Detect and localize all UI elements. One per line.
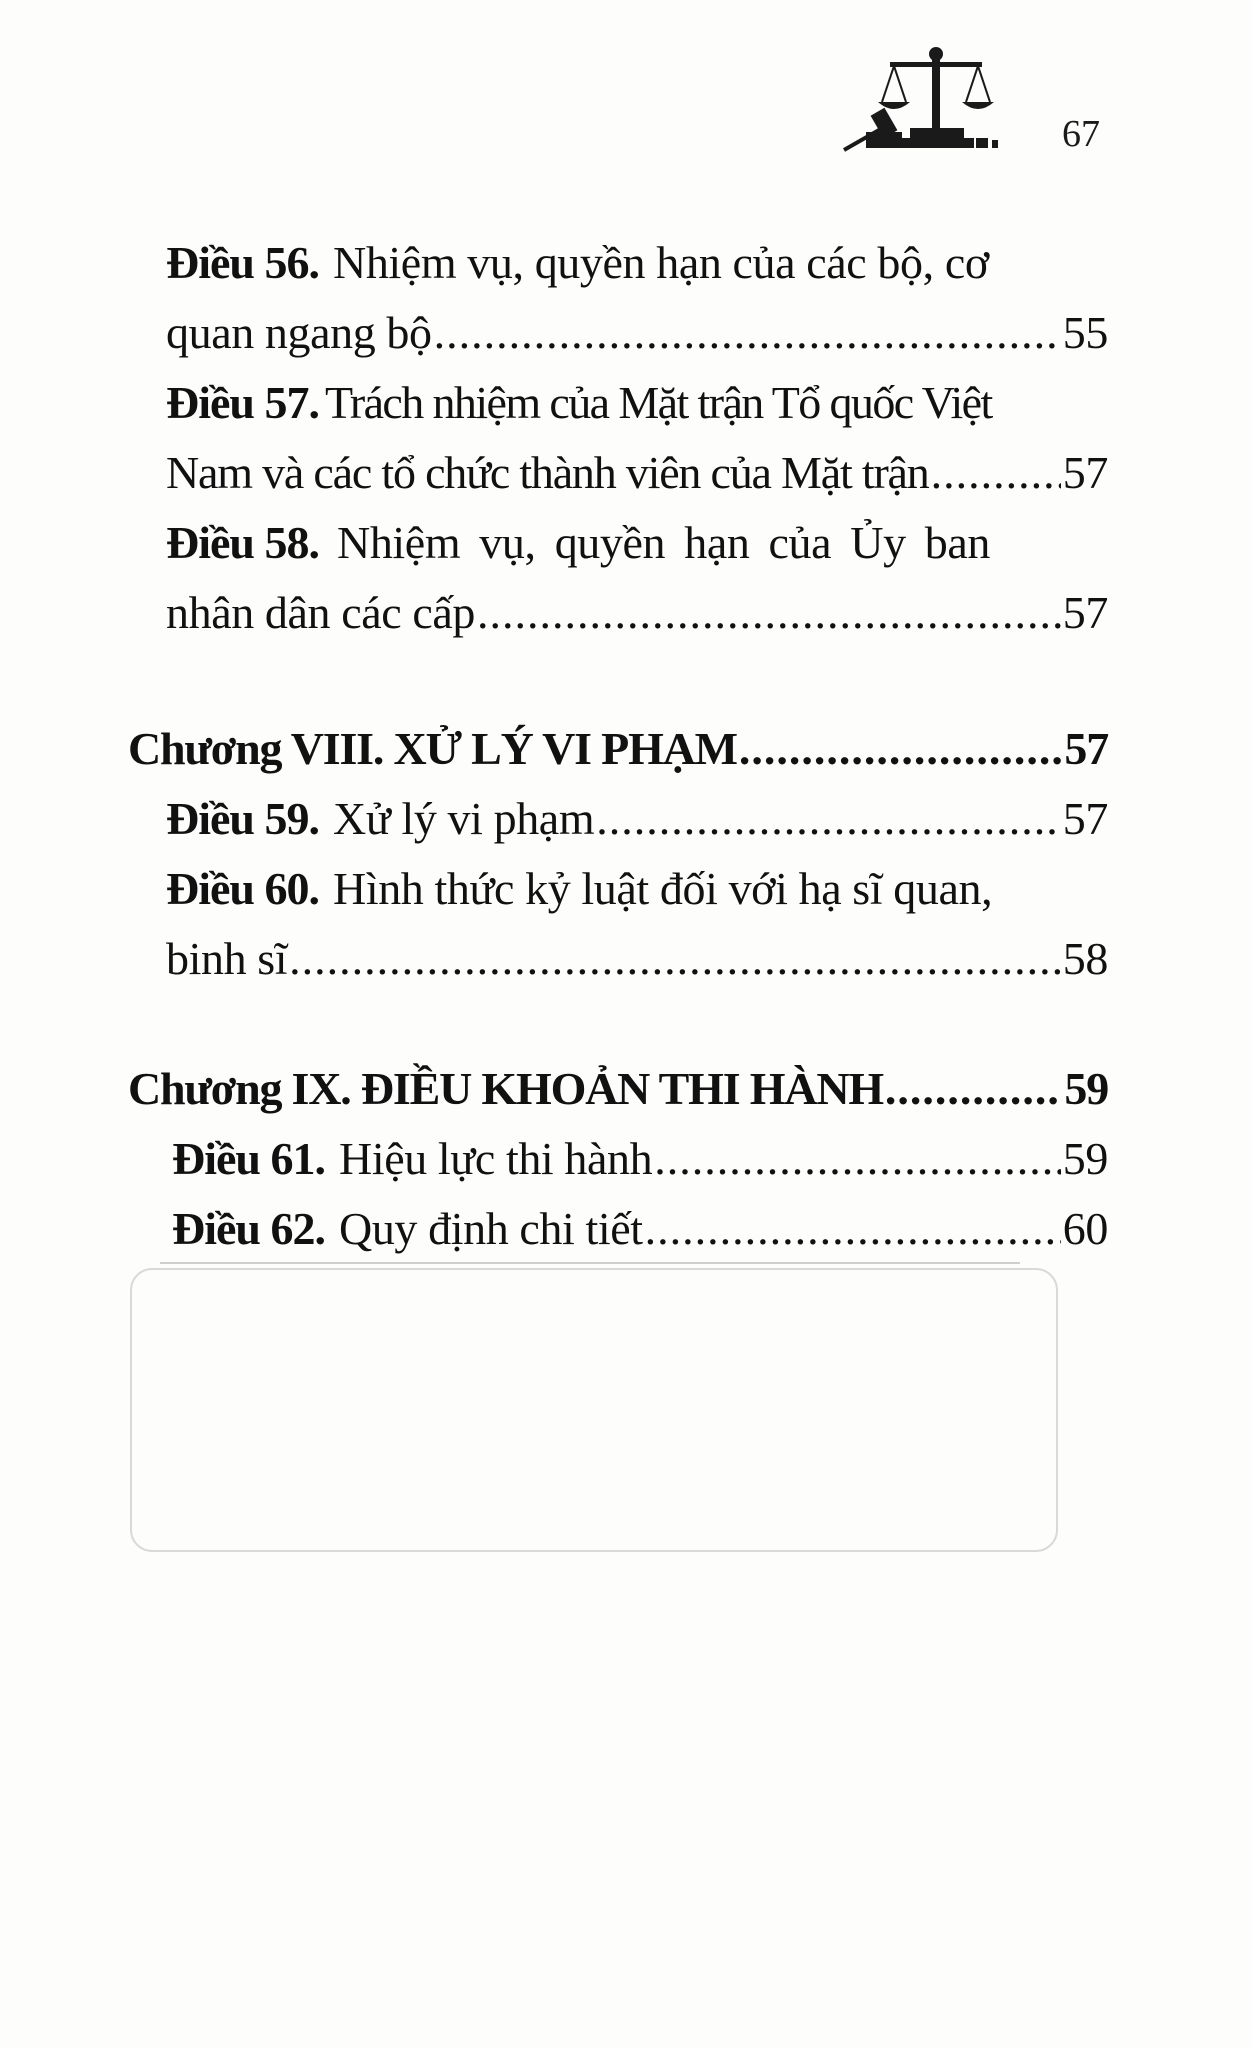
bleed-through-box bbox=[130, 1268, 1058, 1552]
toc-page-number: 60 bbox=[1062, 1203, 1108, 1254]
dot-leader bbox=[885, 1054, 1062, 1124]
toc-page-number: 57 bbox=[1062, 587, 1108, 638]
toc-entry-title: Hình thức kỷ luật đối với hạ sĩ quan, bbox=[333, 863, 993, 914]
toc-chapter-ix bbox=[128, 1054, 1108, 1124]
toc-entry-title: Quy định chi tiết bbox=[339, 1203, 643, 1254]
scales-of-justice-gavel-icon bbox=[840, 40, 1010, 160]
toc-entry-dieu-58 bbox=[166, 508, 1108, 648]
dot-leader bbox=[645, 1194, 1061, 1264]
toc-entry-title: Xử lý vi phạm bbox=[333, 793, 595, 844]
toc-entry-title: Nhiệm vụ, quyền hạn của Ủy ban bbox=[337, 517, 991, 568]
toc-entry-dieu-56 bbox=[166, 228, 1108, 368]
toc-page-number: 57 bbox=[1062, 793, 1108, 844]
toc-entry-dieu-60 bbox=[166, 854, 1108, 994]
toc-entry-label: Điều 62. bbox=[172, 1203, 325, 1254]
toc-entry-label: Điều 59. bbox=[166, 793, 319, 844]
toc-entry-title: Trách nhiệm của Mặt trận Tổ quốc Việt bbox=[325, 377, 992, 428]
toc-page-number: 55 bbox=[1062, 307, 1108, 358]
toc-entry-dieu-59 bbox=[166, 784, 1108, 854]
toc-entry-title-continued: quan ngang bộ bbox=[166, 307, 432, 358]
toc-page-number: 57 bbox=[1062, 447, 1108, 498]
toc-entry-label: Điều 60. bbox=[166, 863, 319, 914]
toc-entry-title: Hiệu lực thi hành bbox=[339, 1133, 653, 1184]
toc-chapter-title: Chương IX. ĐIỀU KHOẢN THI HÀNH bbox=[128, 1063, 883, 1114]
toc-entry-dieu-62 bbox=[172, 1194, 1108, 1264]
toc-entry-title-continued: binh sĩ bbox=[166, 933, 288, 984]
toc-entry-label: Điều 56. bbox=[166, 237, 319, 288]
toc-chapter-title: Chương VIII. XỬ LÝ VI PHẠM bbox=[128, 723, 737, 774]
page-number: 67 bbox=[1062, 113, 1100, 155]
toc-entry-label: Điều 57. bbox=[166, 377, 319, 428]
toc-entry-label: Điều 61. bbox=[172, 1133, 325, 1184]
toc-page-number: 59 bbox=[1062, 1133, 1108, 1184]
toc-entry-title-continued: nhân dân các cấp bbox=[166, 587, 476, 638]
toc-chapter-viii bbox=[128, 714, 1108, 784]
dot-leader bbox=[931, 438, 1061, 508]
dot-leader bbox=[596, 784, 1061, 854]
dot-leader bbox=[739, 714, 1062, 784]
toc-entry-dieu-57 bbox=[166, 368, 1108, 508]
toc-entry-title-continued: Nam và các tổ chức thành viên của Mặt trận bbox=[166, 447, 929, 498]
toc-page-number: 59 bbox=[1064, 1063, 1108, 1114]
dot-leader bbox=[654, 1124, 1061, 1194]
toc-entry-dieu-61 bbox=[172, 1124, 1108, 1194]
dot-leader bbox=[289, 924, 1061, 994]
dot-leader bbox=[434, 298, 1061, 368]
toc-page-number: 57 bbox=[1064, 723, 1108, 774]
toc-page-number: 58 bbox=[1062, 933, 1108, 984]
toc-entry-title: Nhiệm vụ, quyền hạn của các bộ, cơ bbox=[333, 237, 989, 288]
toc-entry-label: Điều 58. bbox=[166, 517, 319, 568]
dot-leader bbox=[477, 578, 1061, 648]
